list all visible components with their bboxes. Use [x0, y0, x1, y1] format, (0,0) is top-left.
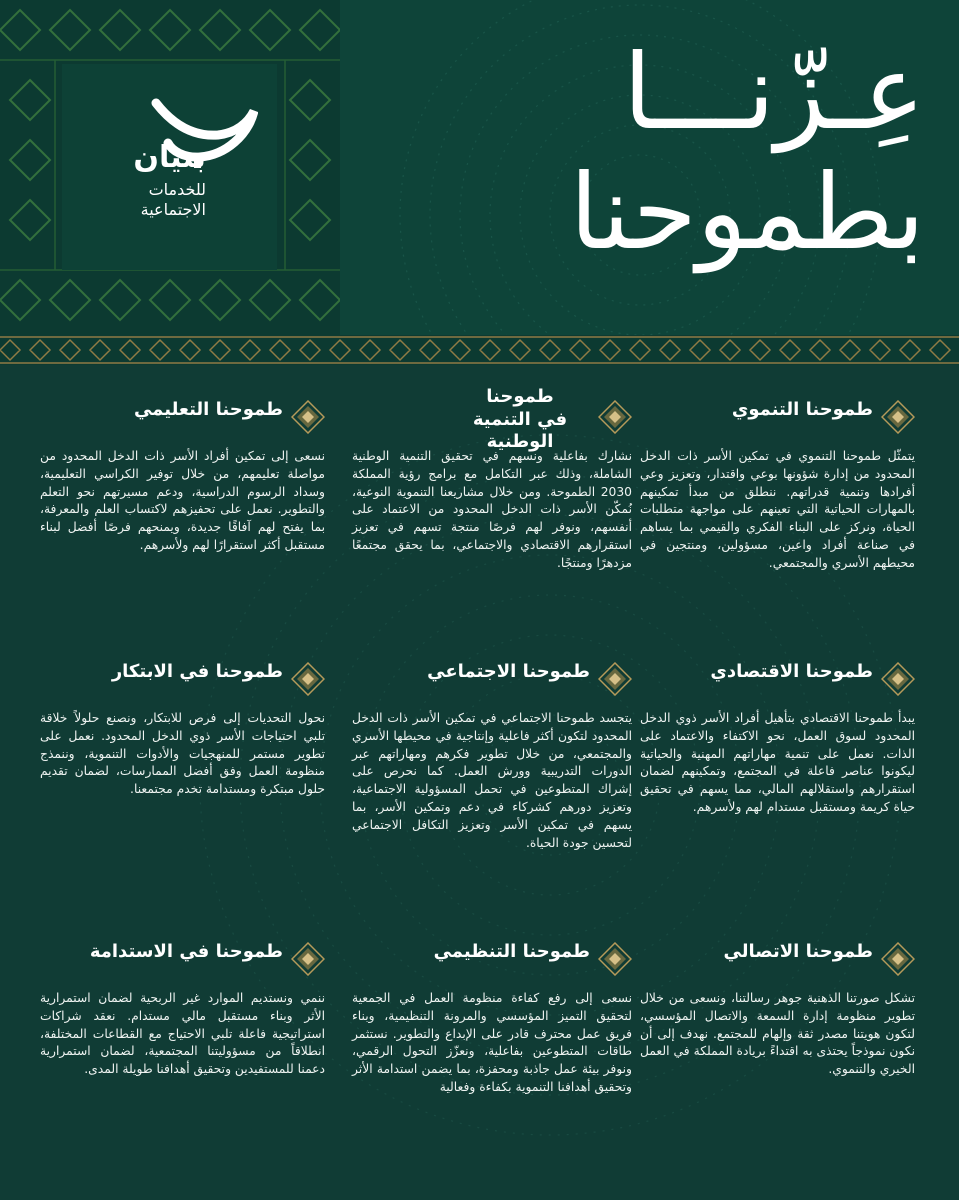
gold-diamond-icon	[291, 662, 325, 696]
card-social	[352, 660, 632, 853]
gold-diamond-icon	[291, 942, 325, 976]
headline-line1: عِـزّنـــا	[623, 31, 925, 153]
gold-diamond-icon	[598, 662, 632, 696]
gold-diamond-icon	[881, 942, 915, 976]
card-sustainability	[40, 940, 325, 1079]
gold-diamond-icon	[598, 400, 632, 434]
card-title: طموحنا التنظيمي	[433, 941, 590, 962]
header	[0, 0, 959, 335]
card-body: نسعى إلى تمكين أفراد الأسر ذات الدخل المحدود من مواصلة تعليمهم، من خلال توفير الكراسي التعليمية، وسداد الرسوم الدراسية، ودعم مسيرتهم نحو التعلم والتطوير. نعمل على تحفيزهم لاكتساب العلم والمعرفة، بما يفتح لهم آفاقًا جديدة، ويمنحهم فرصًا أفضل لبناء مستقبل أكثر استقرارًا لهم ولأسرهم.	[40, 449, 325, 553]
card-innovation	[40, 660, 325, 799]
decorative-band	[0, 335, 959, 365]
card-title: طموحنا التنموي	[731, 399, 873, 420]
card-title: طموحنا الاقتصادي	[710, 661, 873, 682]
card-title	[450, 386, 590, 454]
card-educational	[40, 398, 325, 555]
card-national-development	[352, 386, 632, 573]
card-economic	[640, 660, 915, 817]
card-communication	[640, 940, 915, 1079]
card-title: طموحنا في الاستدامة	[89, 941, 283, 962]
card-title-line2: في التنمية الوطنية	[472, 408, 568, 452]
card-title: طموحنا الاجتماعي	[427, 661, 590, 682]
card-title: طموحنا الاتصالي	[723, 941, 873, 962]
card-title-line1: طموحنا	[486, 386, 554, 407]
geometric-pattern-panel	[0, 0, 340, 335]
card-body: نسعى إلى رفع كفاءة منظومة العمل في الجمعية لتحقيق التميز المؤسسي والمرونة التنظيمية، وبناء فريق عمل محترف قادر على الإبداع والتطوير. نستثمر طاقات المتطوعين بفاعلية، ونعزّز التحول الرقمي، ونوفر بيئة عمل جاذبة ومحفزة، بما يضمن استدامة الأثر وتحقيق أهدافنا التنموية بكفاءة وفعالية	[352, 991, 632, 1095]
gold-diamond-icon	[881, 662, 915, 696]
card-title: طموحنا التعليمي	[133, 399, 283, 420]
card-body: يتمثّل طموحنا التنموي في تمكين الأسر ذات الدخل المحدود من إدارة شؤونها بوعي واقتدار، وتعزيز وعي أفرادها وتنمية قدراتهم. ننطلق من مبدأ تمكينهم بالمهارات الحياتية التي تعينهم على مواجهة متطلبات الحياة، ونركز على البناء الفكري والقيمي بما يساهم في صناعة أفراد واعين، مسؤولين، ومنتجين في محيطهم الأسري والمجتمعي.	[640, 449, 915, 570]
logo-subtitle-line1: للخدمات	[148, 180, 206, 199]
card-title: طموحنا في الابتكار	[111, 661, 283, 682]
logo-name: بنيان	[133, 140, 206, 175]
headline-line2: بطموحنا	[569, 151, 925, 273]
card-body: تشكل صورتنا الذهنية جوهر رسالتنا، ونسعى من خلال تطوير منظومة إدارة السمعة والاتصال المؤسسي، لتكون هويتنا مصدر ثقة وإلهام للمجتمع. نهدف إلى أن نكون نموذجاً يحتذى به اقتداءً بريادة المملكة في العمل الخيري والتنموي.	[640, 991, 915, 1077]
card-body: يبدأ طموحنا الاقتصادي بتأهيل أفراد الأسر ذوي الدخل المحدود لسوق العمل، نحو الاكتفاء والاعتماد على الذات. نعمل على تنمية مهاراتهم المهنية والحياتية ليكونوا عناصر فاعلة في المجتمع، وتمكينهم لضمان استقرارهم واستقلالهم المالي، مما يسهم في تحقيق حياة كريمة ومستقبل مستدام لهم ولأسرهم.	[640, 711, 915, 815]
card-body: نشارك بفاعلية ونسهم في تحقيق التنمية الوطنية الشاملة، وذلك عبر التكامل مع برامج رؤية المملكة 2030 الطموحة. ومن خلال مشاريعنا التنموية النوعية، نُمكّن الأسر ذات الدخل المحدود من الاعتماد على أنفسهم، ونوفر لهم فرصًا منتجة تسهم في تعزيز استقرارهم الاقتصادي والاجتماعي، بما يحقق مجتمعًا مزدهرًا ومنتجًا.	[352, 449, 632, 570]
gold-diamond-icon	[881, 400, 915, 434]
card-body: ننمي ونستديم الموارد غير الربحية لضمان استمرارية الأثر وبناء مستقبل مالي مستدام. نعقد شراكات استراتيجية فاعلة تلبي الاحتياج مع القطاعات المختلفة، انطلاقاً من مسؤوليتنا المجتمعية، لضمان استمرارية دعمنا للمستفيدين وتحقيق أهدافنا طويلة المدى.	[40, 991, 325, 1077]
gold-diamond-icon	[291, 400, 325, 434]
card-organizational	[352, 940, 632, 1097]
card-body: يتجسد طموحنا الاجتماعي في تمكين الأسر ذات الدخل المحدود لتكون أكثر فاعلية وإنتاجية في محيطها الأسري والمجتمعي، من خلال تطوير فكرهم ومهاراتهم عبر الدورات التدريبية وورش العمل. كما نحرص على إشراك المتطوعين في تحمل المسؤولية الاجتماعية، وتعزيز دورهم كشركاء في دعم وتمكين الأسر، بما يسهم في تمكين الأسر وتعزيز التكافل الاجتماعي لتحسين جودة الحياة.	[352, 711, 632, 850]
logo-subtitle-line2: الاجتماعية	[140, 200, 206, 219]
card-body: نحول التحديات إلى فرص للابتكار، ونصنع حلولاً خلاقة تلبي احتياجات الأسر ذوي الدخل المحدود. نعمل على تطوير مستمر للمنهجيات والأدوات التنموية، وننمذج منظومة العمل وفق أفضل الممارسات، لضمان تقديم حلول مبتكرة ومستدامة تخدم مجتمعنا.	[40, 711, 325, 797]
gold-diamond-icon	[598, 942, 632, 976]
card-development	[640, 398, 915, 573]
